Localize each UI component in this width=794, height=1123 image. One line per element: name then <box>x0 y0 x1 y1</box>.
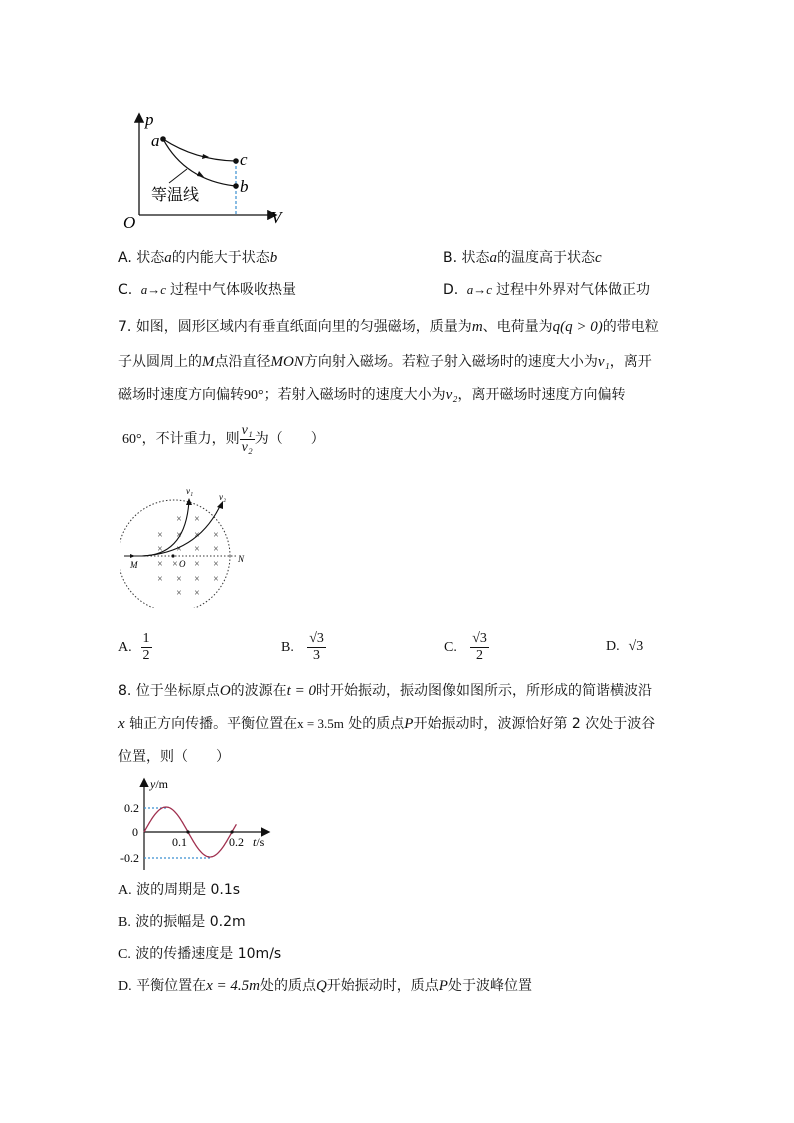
magnetic-field-diagram <box>120 483 250 608</box>
q8-option-d[interactable]: D. 平衡位置在x = 4.5m处的质点Q开始振动时，质点P处于波峰位置 <box>118 978 532 994</box>
svg-text:×: × <box>157 574 163 585</box>
svg-text:×: × <box>172 559 178 570</box>
label-n: N <box>238 554 245 564</box>
svg-text:×: × <box>176 574 182 585</box>
y-axis-label: y/m <box>150 777 168 791</box>
svg-text:×: × <box>194 588 200 599</box>
q8-stem-line3: 位置，则（ ） <box>118 749 230 765</box>
svg-text:×: × <box>213 544 219 555</box>
q7-stem-line4: 60°，不计重力，则 $\frac{\text{v₁}}{\text{v₂}}$ 为（ ） <box>122 422 325 455</box>
svg-text:×: × <box>176 530 182 541</box>
q6-option-a[interactable]: A. 状态a的内能大于状态b <box>118 250 278 266</box>
v1-over-v2-fraction: $\frac{\text{v₁}}{\text{v₂}}$ <box>241 422 253 455</box>
v-axis-label: V <box>271 208 282 227</box>
svg-text:×: × <box>194 514 200 525</box>
x-tick-0.1: 0.1 <box>172 835 187 849</box>
svg-text:×: × <box>213 559 219 570</box>
field-crosses <box>157 514 219 599</box>
q8-stem-line1: 8. 位于坐标原点O的波源在t = 0时开始振动，振动图像如图所示，所形成的简谐横波沿 <box>118 683 652 699</box>
trajectory-v1 <box>142 500 189 556</box>
q6-option-c[interactable]: C. a→c 过程中气体吸收热量 <box>118 282 296 298</box>
svg-text:×: × <box>176 514 182 525</box>
q7-stem-line3: 磁场时速度方向偏转90°；若射入磁场时的速度大小为v₂，离开磁场时速度方向偏转 <box>118 387 626 403</box>
pv-diagram <box>115 105 295 235</box>
curve-a-to-c <box>163 139 235 161</box>
svg-text:×: × <box>213 574 219 585</box>
y-tick-neg0.2: -0.2 <box>120 851 139 865</box>
label-v2: v₂ <box>219 492 227 502</box>
label-v1: v₁ <box>186 486 194 496</box>
q8-option-c[interactable]: C. 波的传播速度是 10m/s <box>118 946 282 962</box>
q7-option-b[interactable]: B. $\frac{√3}{3}$ <box>281 630 324 663</box>
label-o: O <box>179 559 186 569</box>
svg-text:×: × <box>194 544 200 555</box>
t-axis-label: t/s <box>253 835 265 849</box>
svg-text:×: × <box>157 559 163 570</box>
q7-option-a[interactable]: A. $\frac{1}{2}$ <box>118 630 150 663</box>
svg-text:×: × <box>157 544 163 555</box>
svg-text:×: × <box>157 530 163 541</box>
origin-label: O <box>123 213 136 232</box>
isotherm-label: 等温线 <box>151 185 200 204</box>
q6-option-b[interactable]: B. 状态a的温度高于状态c <box>443 250 602 266</box>
q7-option-d[interactable]: D. √3 <box>606 639 644 654</box>
label-m: M <box>130 560 138 570</box>
y-tick-0.2: 0.2 <box>124 801 139 815</box>
label-c: c <box>240 150 248 169</box>
x-tick-0.2: 0.2 <box>229 835 244 849</box>
q7-stem-line1: 7. 如图，圆形区域内有垂直纸面向里的匀强磁场，质量为m、电荷量为q(q > 0)的带电粒 <box>118 319 659 335</box>
point-a <box>160 136 166 142</box>
svg-text:×: × <box>194 574 200 585</box>
svg-text:×: × <box>194 559 200 570</box>
q7-stem-line2: 子从圆周上的M点沿直径MON方向射入磁场。若粒子射入磁场时的速度大小为v₁，离开 <box>118 354 652 370</box>
q6-option-d[interactable]: D. a→c 过程中外界对气体做正功 <box>443 282 650 298</box>
vibration-graph <box>110 772 280 872</box>
point-c <box>233 158 239 164</box>
q8-option-b[interactable]: B. 波的振幅是 0.2m <box>118 914 246 930</box>
svg-text:×: × <box>213 530 219 541</box>
q7-option-c[interactable]: C. $\frac{√3}{2}$ <box>444 630 487 663</box>
svg-text:×: × <box>194 530 200 541</box>
q8-stem-line2: x 轴正方向传播。平衡位置在x = 3.5m 处的质点P开始振动时，波源恰好第 2 次处于波谷 <box>118 716 656 732</box>
label-a: a <box>151 131 160 150</box>
svg-text:×: × <box>176 544 182 555</box>
label-b: b <box>240 177 249 196</box>
point-b <box>233 183 239 189</box>
q8-option-a[interactable]: A. 波的周期是 0.1s <box>118 882 241 898</box>
y-tick-0: 0 <box>132 825 138 839</box>
p-axis-label: p <box>145 110 154 129</box>
svg-text:×: × <box>176 588 182 599</box>
